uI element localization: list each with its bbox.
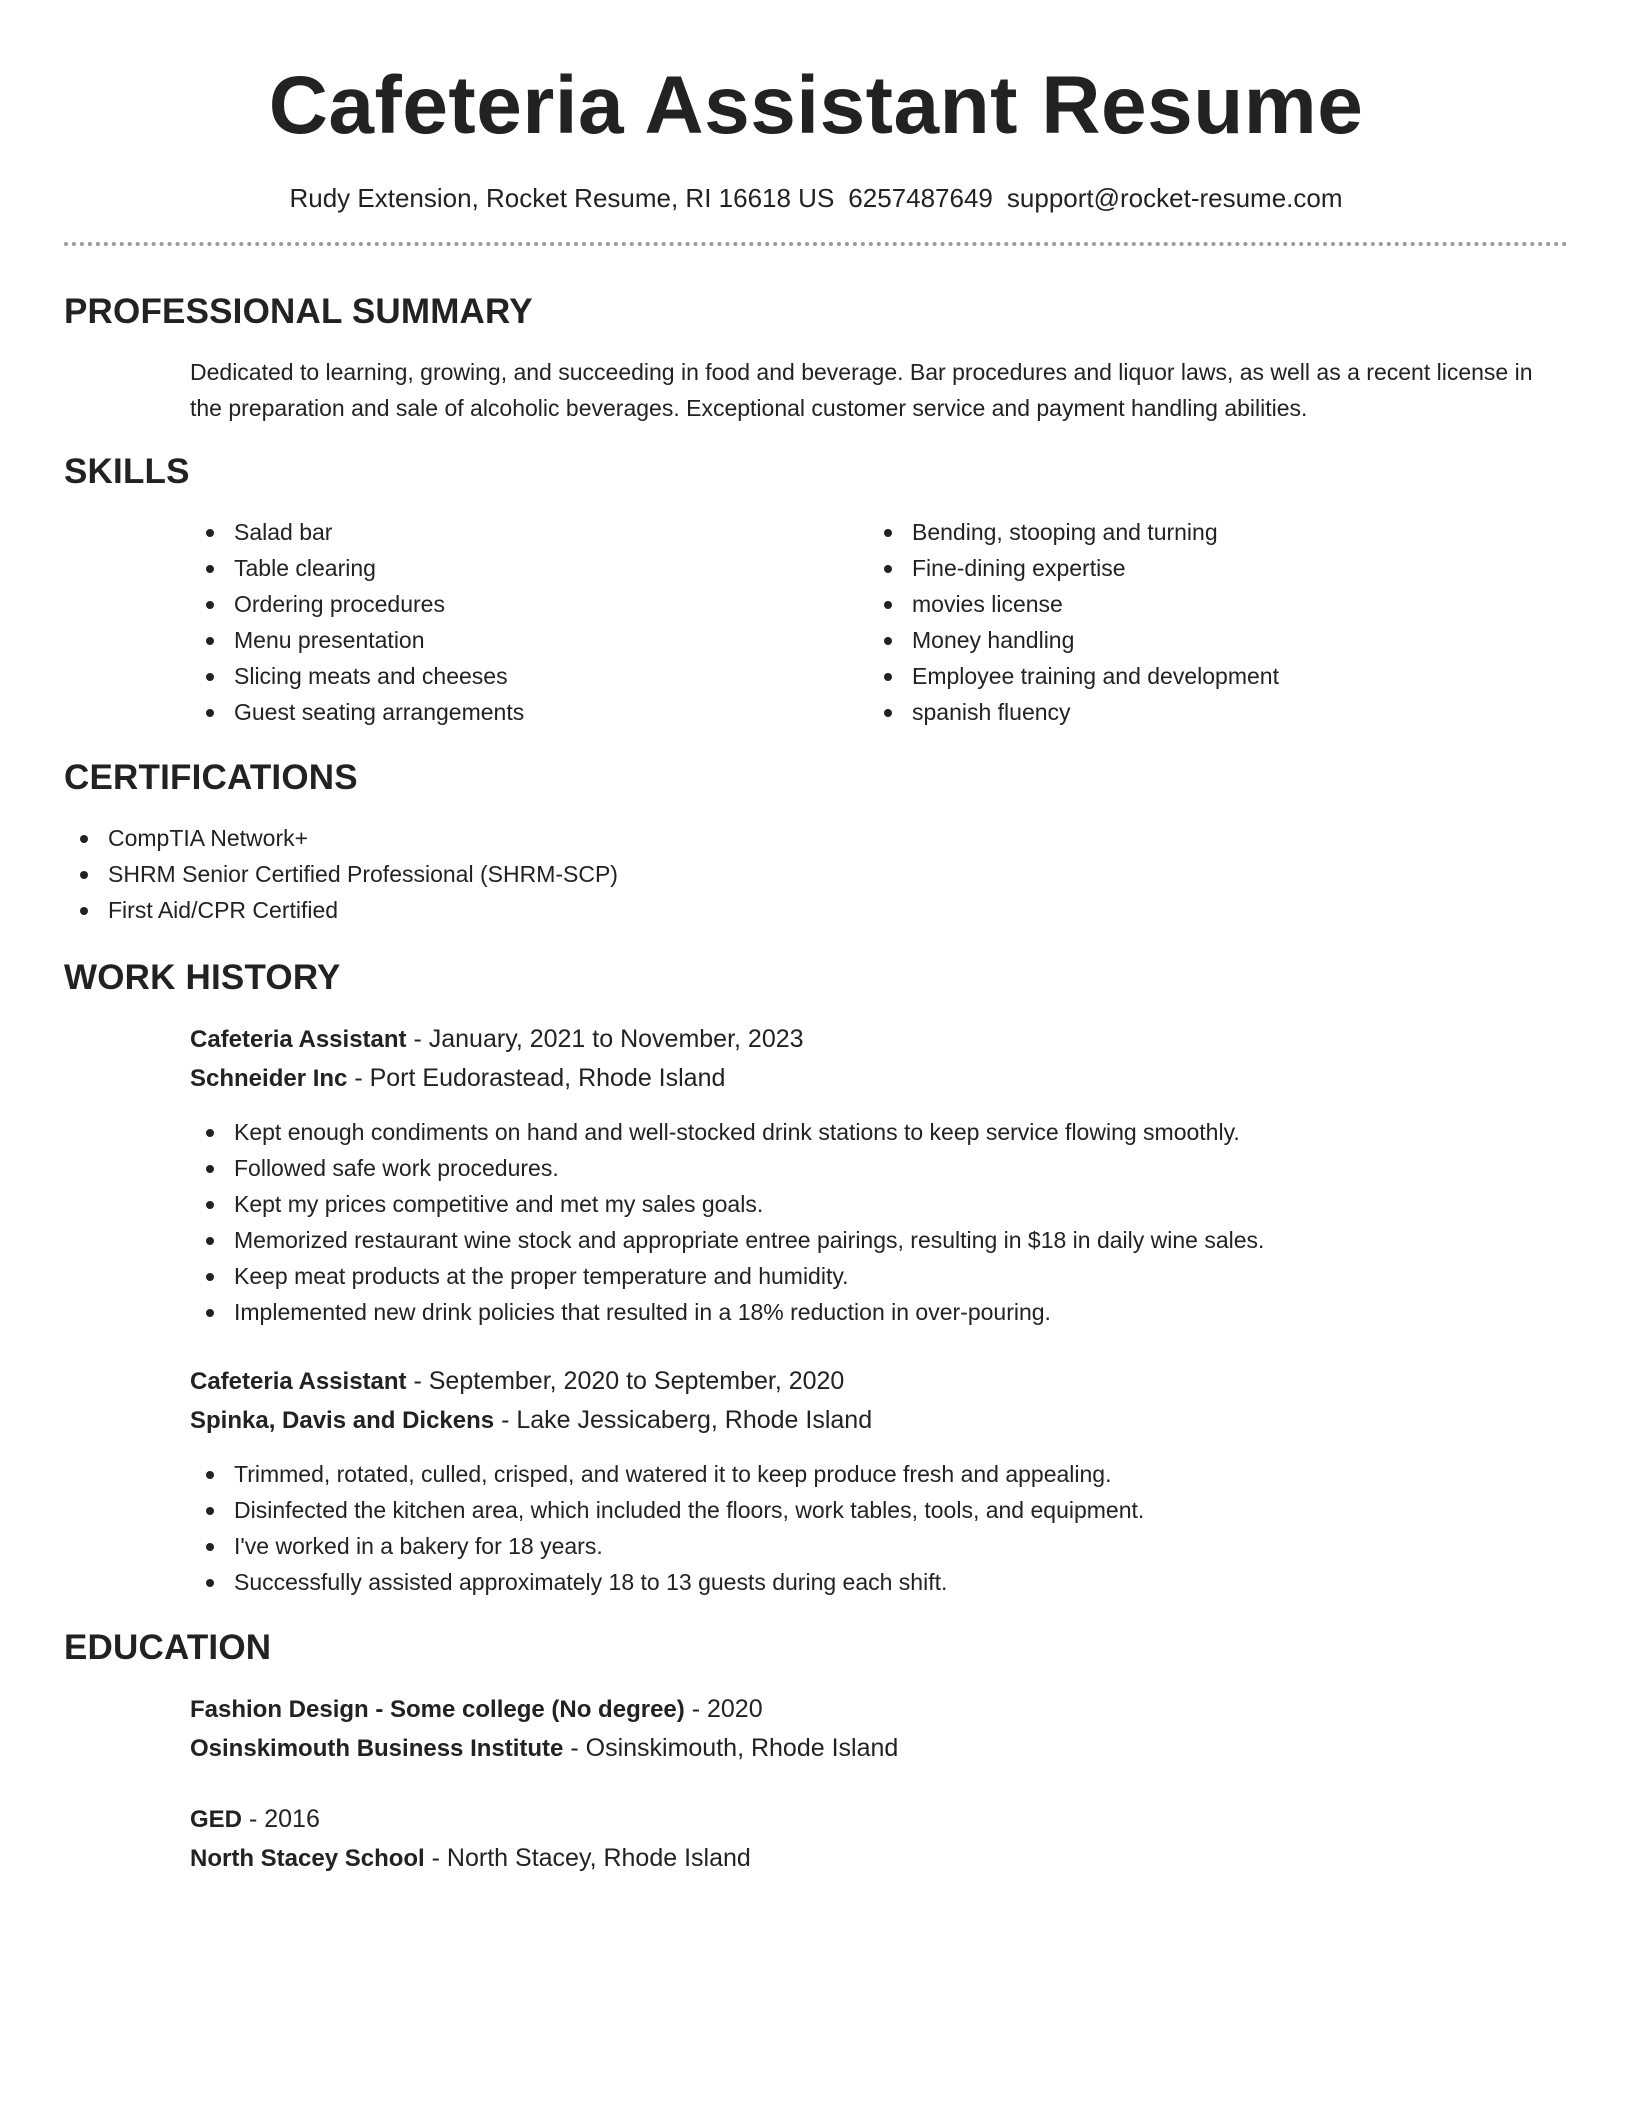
skills-list <box>190 514 1568 730</box>
certifications-list <box>64 820 1568 928</box>
skill-item: Guest seating arrangements <box>190 694 868 730</box>
skill-item: Salad bar <box>190 514 868 550</box>
job-duty: Keep meat products at the proper temperature and humidity. <box>190 1258 1568 1294</box>
job-duties-list <box>190 1456 1568 1600</box>
education-school-line <box>190 1729 1568 1768</box>
job-company-line <box>190 1059 1568 1098</box>
skill-item: Table clearing <box>190 550 868 586</box>
job-duty: Trimmed, rotated, culled, crisped, and watered it to keep produce fresh and appealing. <box>190 1456 1568 1492</box>
contact-email: support@rocket-resume.com <box>1006 183 1343 213</box>
skill-item: Money handling <box>868 622 1546 658</box>
certification-item: SHRM Senior Certified Professional (SHRM-SCP) <box>64 856 1568 892</box>
job-duty: Followed safe work procedures. <box>190 1150 1568 1186</box>
certification-item: First Aid/CPR Certified <box>64 892 1568 928</box>
education-degree: GED <box>190 1806 243 1833</box>
job-duty: Disinfected the kitchen area, which included the floors, work tables, tools, and equipment. <box>190 1492 1568 1528</box>
job-duty: Kept enough condiments on hand and well-stocked drink stations to keep service flowing smoothly. <box>190 1114 1568 1150</box>
job-company: Schneider Inc <box>190 1065 348 1092</box>
resume-title: Cafeteria Assistant Resume <box>268 60 1364 151</box>
certifications-heading: CERTIFICATIONS <box>64 758 358 797</box>
education-entry <box>190 1690 1568 1768</box>
contact-address: Rudy Extension, Rocket Resume, RI 16618 US <box>289 183 835 213</box>
job-duty: Implemented new drink policies that resulted in a 18% reduction in over-pouring. <box>190 1294 1568 1330</box>
skill-item: Menu presentation <box>190 622 868 658</box>
job-location: - Lake Jessicaberg, Rhode Island <box>494 1406 873 1434</box>
job-dates: - January, 2021 to November, 2023 <box>406 1025 804 1053</box>
education-entry <box>190 1800 1568 1878</box>
summary-heading: PROFESSIONAL SUMMARY <box>64 292 533 331</box>
education-year: - 2016 <box>242 1805 320 1833</box>
skills-column-left <box>190 514 868 730</box>
job-duty: Memorized restaurant wine stock and appropriate entree pairings, resulting in $18 in daily wine sales. <box>190 1222 1568 1258</box>
skill-item: Slicing meats and cheeses <box>190 658 868 694</box>
resume-page <box>64 0 1568 1878</box>
summary-text: Dedicated to learning, growing, and succeeding in food and beverage. Bar procedures and liquor laws, as well as a recent license in the preparation and sale of alcoholic beverages. Exceptional customer service and payment handling abilities. <box>190 359 1533 421</box>
job-role: Cafeteria Assistant <box>190 1368 407 1395</box>
skill-item: Bending, stooping and turning <box>868 514 1546 550</box>
education-degree-line <box>190 1690 1568 1729</box>
skill-item: Employee training and development <box>868 658 1546 694</box>
job-role: Cafeteria Assistant <box>190 1026 407 1053</box>
job-dates: - September, 2020 to September, 2020 <box>406 1367 845 1395</box>
job-title-line <box>190 1020 1568 1059</box>
education-year: - 2020 <box>684 1695 763 1723</box>
education-school: Osinskimouth Business Institute <box>190 1735 564 1762</box>
education-heading: EDUCATION <box>64 1628 272 1667</box>
education-school: North Stacey School <box>190 1845 425 1872</box>
skills-column-right <box>868 514 1546 730</box>
job-duty: Successfully assisted approximately 18 to 13 guests during each shift. <box>190 1564 1568 1600</box>
skill-item: Fine-dining expertise <box>868 550 1546 586</box>
job-duty: Kept my prices competitive and met my sales goals. <box>190 1186 1568 1222</box>
job-company: Spinka, Davis and Dickens <box>190 1407 495 1434</box>
education-degree: Fashion Design - Some college (No degree) <box>190 1696 685 1723</box>
skills-heading: SKILLS <box>64 452 190 491</box>
header-divider <box>64 242 1568 246</box>
skill-item: movies license <box>868 586 1546 622</box>
work-history-heading: WORK HISTORY <box>64 958 341 997</box>
education-location: - Osinskimouth, Rhode Island <box>563 1734 899 1762</box>
job-entry <box>190 1020 1568 1330</box>
education-school-line <box>190 1839 1568 1878</box>
job-company-line <box>190 1401 1568 1440</box>
job-title-line <box>190 1362 1568 1401</box>
certification-item: CompTIA Network+ <box>64 820 1568 856</box>
job-duties-list <box>190 1114 1568 1330</box>
education-degree-line <box>190 1800 1568 1839</box>
education-location: - North Stacey, Rhode Island <box>424 1844 751 1872</box>
skill-item: Ordering procedures <box>190 586 868 622</box>
contact-line <box>64 180 1568 216</box>
skill-item: spanish fluency <box>868 694 1546 730</box>
job-duty: I've worked in a bakery for 18 years. <box>190 1528 1568 1564</box>
job-entry <box>190 1362 1568 1600</box>
contact-phone: 6257487649 <box>848 183 993 213</box>
job-location: - Port Eudorastead, Rhode Island <box>347 1064 726 1092</box>
